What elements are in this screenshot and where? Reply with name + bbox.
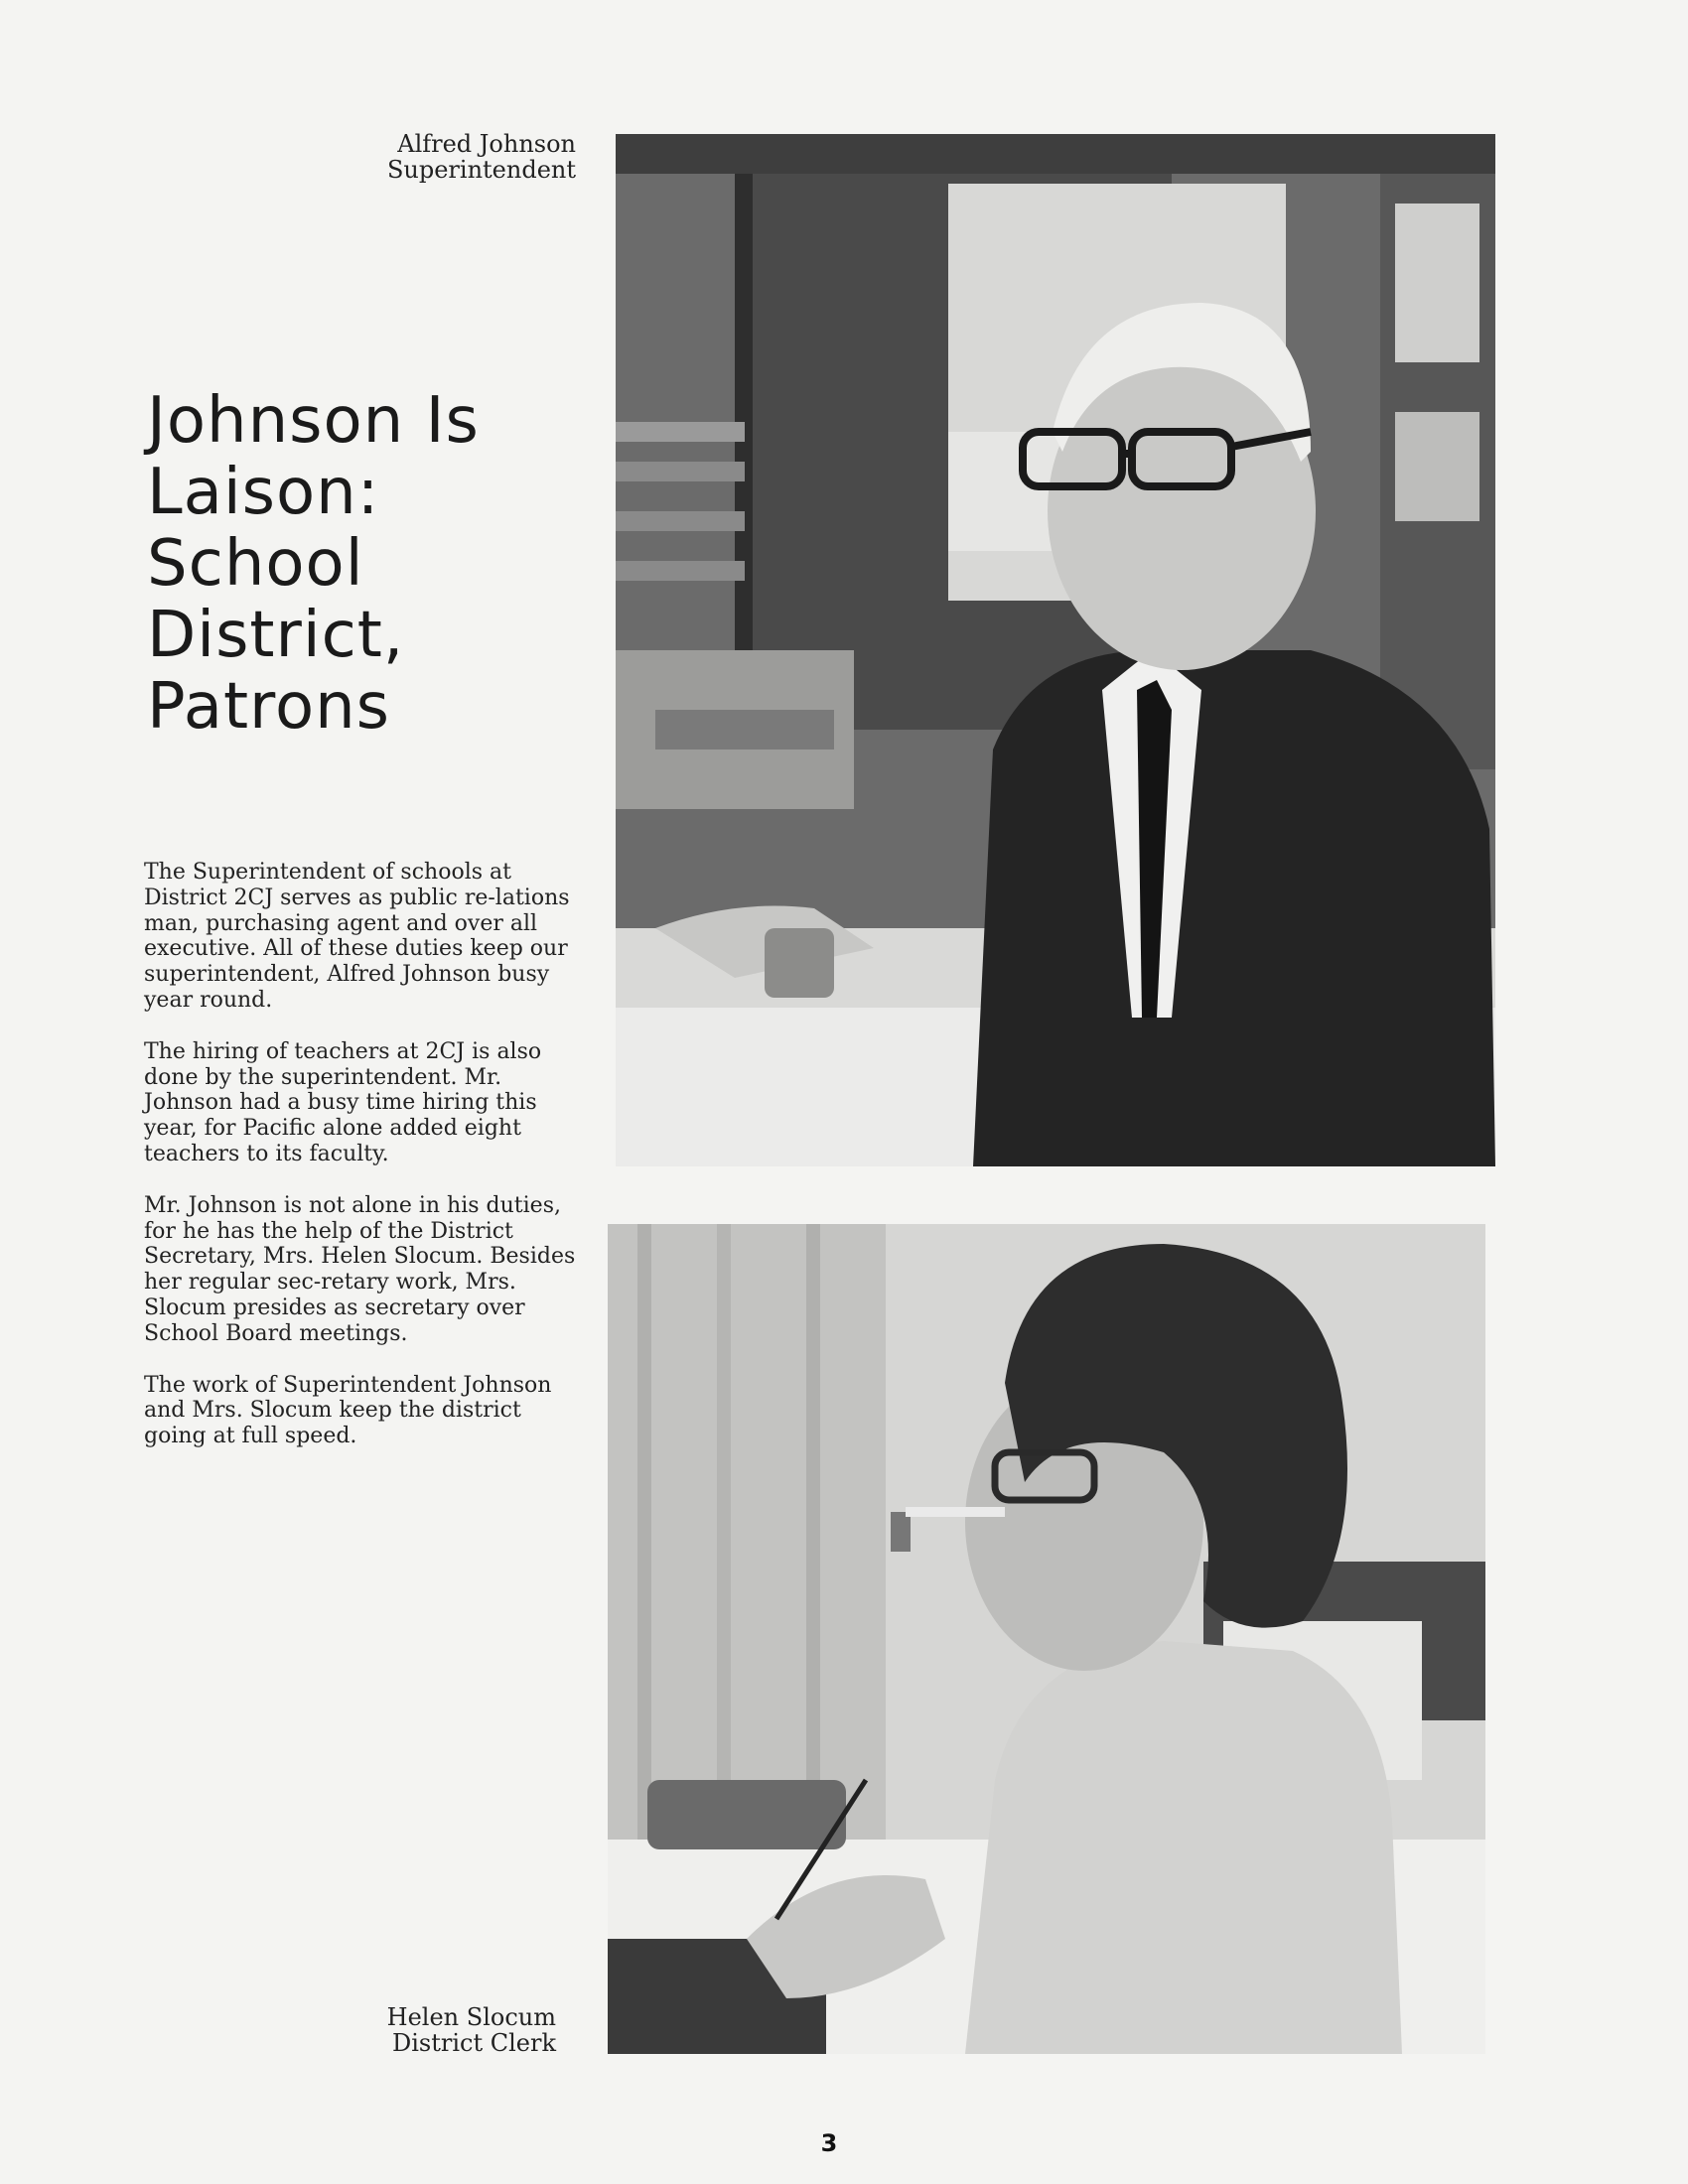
superintendent-photo-image [616, 134, 1495, 1166]
headline [147, 385, 564, 743]
photo-caption-top [328, 131, 576, 183]
headline-line: Laison: [147, 456, 380, 529]
caption-title: Superintendent [386, 156, 576, 184]
page-number: 3 [820, 2129, 838, 2157]
caption-name: Alfred Johnson [397, 130, 576, 158]
headline-line: School [147, 527, 364, 601]
article-paragraph: The Superintendent of schools at District 2CJ serves as public re-lations man, purchasing agent and over all executive. All of these duties keep our superintendent, Alfred Johnson busy year round. [144, 860, 570, 1013]
article-body [144, 860, 581, 1475]
photo-caption-bottom [318, 2004, 556, 2056]
superintendent-photo [616, 134, 1495, 1166]
article-paragraph: Mr. Johnson is not alone in his duties, for he has the help of the District Secretary, Mrs. Helen Slocum. Besides her regular sec-retary work, Mrs. Slocum presides as secretary over School Board meetings. [144, 1192, 576, 1346]
headline-line: Johnson Is [147, 384, 480, 458]
district-clerk-photo [608, 1224, 1485, 2054]
district-clerk-photo-image [608, 1224, 1485, 2054]
caption-title: District Clerk [392, 2029, 556, 2057]
caption-name: Helen Slocum [386, 2003, 556, 2031]
article-paragraph: The work of Superintendent Johnson and Mrs. Slocum keep the district going at full speed. [144, 1372, 552, 1449]
article-paragraph: The hiring of teachers at 2CJ is also done by the superintendent. Mr. Johnson had a busy time hiring this year, for Pacific alone added eight teachers to its faculty. [144, 1038, 542, 1166]
headline-line: Patrons [147, 670, 390, 744]
headline-line: District, [147, 599, 405, 672]
